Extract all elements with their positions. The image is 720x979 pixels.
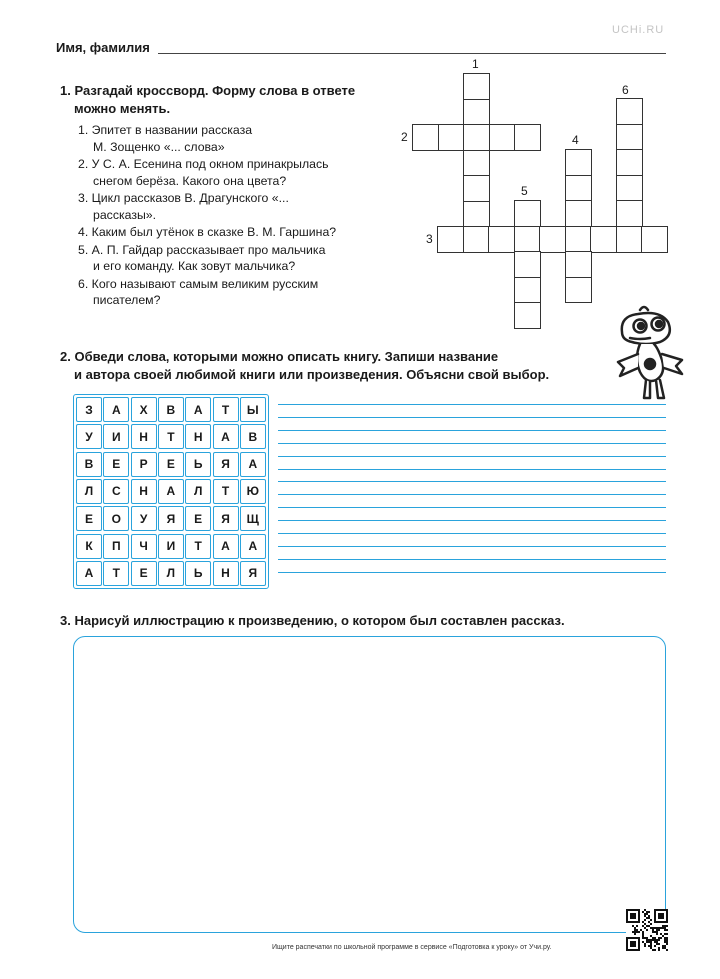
crossword-cell[interactable] bbox=[437, 226, 464, 253]
clue-item bbox=[78, 190, 393, 223]
crossword-cell[interactable] bbox=[565, 251, 592, 278]
grid-letter[interactable]: Ь bbox=[185, 452, 211, 477]
answer-line[interactable] bbox=[278, 443, 666, 444]
grid-letter[interactable]: Н bbox=[131, 479, 157, 504]
grid-letter[interactable]: Е bbox=[76, 506, 102, 531]
crossword-number: 3 bbox=[426, 232, 433, 246]
grid-letter[interactable]: У bbox=[131, 506, 157, 531]
grid-letter[interactable]: А bbox=[103, 397, 129, 422]
crossword-cell[interactable] bbox=[514, 226, 541, 253]
crossword-cell[interactable] bbox=[616, 98, 643, 125]
answer-line[interactable] bbox=[278, 481, 666, 482]
crossword-cell[interactable] bbox=[463, 201, 490, 228]
crossword-cell[interactable] bbox=[463, 175, 490, 202]
clue-item bbox=[78, 224, 393, 241]
clue-line: 2. У С. А. Есенина под окном принакрылась bbox=[78, 157, 329, 171]
crossword-cell[interactable] bbox=[463, 73, 490, 100]
crossword-cell[interactable] bbox=[565, 175, 592, 202]
clue-line: 5. А. П. Гайдар рассказывает про мальчика bbox=[78, 242, 326, 257]
grid-letter[interactable]: Я bbox=[240, 561, 266, 586]
grid-letter[interactable]: А bbox=[158, 479, 184, 504]
answer-line[interactable] bbox=[278, 404, 666, 405]
grid-letter[interactable]: Е bbox=[103, 452, 129, 477]
clue-item bbox=[78, 242, 393, 275]
answer-line[interactable] bbox=[278, 469, 666, 470]
grid-letter[interactable]: Т bbox=[185, 534, 211, 559]
clue-line: и его команду. Как зовут мальчика? bbox=[93, 259, 296, 273]
dinosaur-mascot-icon bbox=[610, 302, 690, 406]
grid-letter[interactable]: Н bbox=[131, 424, 157, 449]
clue-item bbox=[78, 276, 393, 309]
grid-letter[interactable]: Е bbox=[158, 452, 184, 477]
grid-letter[interactable]: Е bbox=[185, 506, 211, 531]
crossword-cell[interactable] bbox=[412, 124, 439, 151]
crossword-cell[interactable] bbox=[463, 150, 490, 177]
crossword-cell[interactable] bbox=[539, 226, 566, 253]
clue-line: 4. Каким был утёнок в сказке В. М. Гаршина? bbox=[78, 225, 337, 239]
clue-line: рассказы». bbox=[93, 207, 157, 222]
grid-letter[interactable]: Ь bbox=[185, 561, 211, 586]
clue-item bbox=[78, 156, 393, 189]
crossword-cell[interactable] bbox=[565, 226, 592, 253]
crossword-cell[interactable] bbox=[489, 124, 516, 151]
grid-letter[interactable]: В bbox=[158, 397, 184, 422]
grid-letter[interactable]: Щ bbox=[240, 506, 266, 531]
grid-letter[interactable]: Т bbox=[213, 479, 239, 504]
answer-line[interactable] bbox=[278, 546, 666, 547]
grid-letter[interactable]: Ы bbox=[240, 397, 266, 422]
grid-letter[interactable]: Х bbox=[131, 397, 157, 422]
grid-letter[interactable]: Я bbox=[213, 452, 239, 477]
crossword-cell[interactable] bbox=[463, 99, 490, 126]
answer-line[interactable] bbox=[278, 456, 666, 457]
grid-letter[interactable]: З bbox=[76, 397, 102, 422]
grid-letter[interactable]: Л bbox=[76, 479, 102, 504]
answer-line[interactable] bbox=[278, 572, 666, 573]
crossword-cell[interactable] bbox=[514, 277, 541, 304]
grid-letter[interactable]: Ч bbox=[131, 534, 157, 559]
grid-letter[interactable]: Т bbox=[213, 397, 239, 422]
grid-letter[interactable]: Т bbox=[103, 561, 129, 586]
name-label: Имя, фамилия bbox=[56, 40, 150, 55]
crossword-cell[interactable] bbox=[514, 251, 541, 278]
task1-title bbox=[60, 82, 355, 118]
crossword-number: 2 bbox=[401, 130, 408, 144]
crossword-cell[interactable] bbox=[616, 226, 643, 253]
grid-letter[interactable]: А bbox=[185, 397, 211, 422]
crossword-cell[interactable] bbox=[641, 226, 668, 253]
crossword-cell[interactable] bbox=[514, 124, 541, 151]
grid-letter[interactable]: А bbox=[240, 452, 266, 477]
answer-line[interactable] bbox=[278, 430, 666, 431]
answer-line[interactable] bbox=[278, 533, 666, 534]
crossword-number: 6 bbox=[622, 83, 629, 97]
answer-line[interactable] bbox=[278, 507, 666, 508]
grid-letter[interactable]: У bbox=[76, 424, 102, 449]
grid-letter[interactable]: С bbox=[103, 479, 129, 504]
footer-text: Ищите распечатки по школьной программе в сервисе «Подготовка к уроку» от Учи.ру. bbox=[272, 944, 552, 951]
grid-letter[interactable]: А bbox=[213, 424, 239, 449]
grid-letter[interactable]: Л bbox=[185, 479, 211, 504]
grid-letter[interactable]: А bbox=[240, 534, 266, 559]
grid-letter[interactable]: Н bbox=[185, 424, 211, 449]
task2-title-line2: и автора своей любимой книги или произведения. Объясни свой выбор. bbox=[74, 367, 550, 382]
crossword-cell[interactable] bbox=[514, 200, 541, 227]
crossword-cell[interactable] bbox=[514, 302, 541, 329]
grid-letter[interactable]: К bbox=[76, 534, 102, 559]
grid-letter[interactable]: Н bbox=[213, 561, 239, 586]
crossword-cell[interactable] bbox=[590, 226, 617, 253]
answer-line[interactable] bbox=[278, 559, 666, 560]
grid-letter[interactable]: В bbox=[76, 452, 102, 477]
crossword-cell[interactable] bbox=[616, 200, 643, 227]
crossword-cell[interactable] bbox=[565, 200, 592, 227]
grid-letter[interactable]: П bbox=[103, 534, 129, 559]
crossword-cell[interactable] bbox=[616, 175, 643, 202]
crossword-number: 5 bbox=[521, 184, 528, 198]
drawing-area[interactable] bbox=[73, 636, 666, 933]
clue-item bbox=[78, 122, 393, 155]
answer-line[interactable] bbox=[278, 494, 666, 495]
grid-letter[interactable]: Л bbox=[158, 561, 184, 586]
crossword-cell[interactable] bbox=[488, 226, 515, 253]
grid-letter[interactable]: Е bbox=[131, 561, 157, 586]
qr-code-icon bbox=[626, 909, 668, 951]
grid-letter[interactable]: Т bbox=[158, 424, 184, 449]
crossword-cell[interactable] bbox=[616, 149, 643, 176]
crossword-cell[interactable] bbox=[463, 226, 490, 253]
task3-title: 3. Нарисуй иллюстрацию к произведению, о котором был составлен рассказ. bbox=[60, 613, 565, 628]
task2-title-line1: 2. Обведи слова, которыми можно описать книгу. Запиши название bbox=[60, 349, 499, 364]
grid-letter[interactable]: И bbox=[103, 424, 129, 449]
crossword-number: 1 bbox=[472, 57, 479, 71]
crossword-cell[interactable] bbox=[438, 124, 465, 151]
task1-title-line1: 1. Разгадай кроссворд. Форму слова в ответе bbox=[60, 83, 356, 98]
grid-letter[interactable]: Ю bbox=[240, 479, 266, 504]
grid-letter[interactable]: Р bbox=[131, 452, 157, 477]
grid-letter[interactable]: И bbox=[158, 534, 184, 559]
task1-title-line2: можно менять. bbox=[74, 101, 171, 116]
clue-line: писателем? bbox=[93, 293, 161, 307]
brand-logo: UCHi.RU bbox=[612, 24, 665, 36]
crossword-cell[interactable] bbox=[616, 124, 643, 151]
clue-line: 6. Кого называют самым великим русским bbox=[78, 276, 319, 291]
task2-title bbox=[60, 348, 549, 384]
crossword-cell[interactable] bbox=[565, 277, 592, 304]
crossword-number: 4 bbox=[572, 133, 579, 147]
clue-line: 3. Цикл рассказов В. Драгунского «... bbox=[78, 191, 289, 205]
grid-letter[interactable]: В bbox=[240, 424, 266, 449]
name-input-line[interactable] bbox=[158, 53, 666, 54]
grid-letter[interactable]: О bbox=[103, 506, 129, 531]
grid-letter[interactable]: Я bbox=[158, 506, 184, 531]
clue-line: М. Зощенко «... слова» bbox=[93, 139, 225, 154]
crossword-cell[interactable] bbox=[565, 149, 592, 176]
answer-line[interactable] bbox=[278, 520, 666, 521]
grid-letter[interactable]: А bbox=[213, 534, 239, 559]
clue-line: снегом берёза. Какого она цвета? bbox=[93, 173, 287, 188]
grid-letter[interactable]: А bbox=[76, 561, 102, 586]
crossword-cell[interactable] bbox=[463, 124, 490, 151]
answer-line[interactable] bbox=[278, 417, 666, 418]
clue-line: 1. Эпитет в названии рассказа bbox=[78, 123, 253, 137]
clue-list bbox=[78, 122, 393, 310]
grid-letter[interactable]: Я bbox=[213, 506, 239, 531]
